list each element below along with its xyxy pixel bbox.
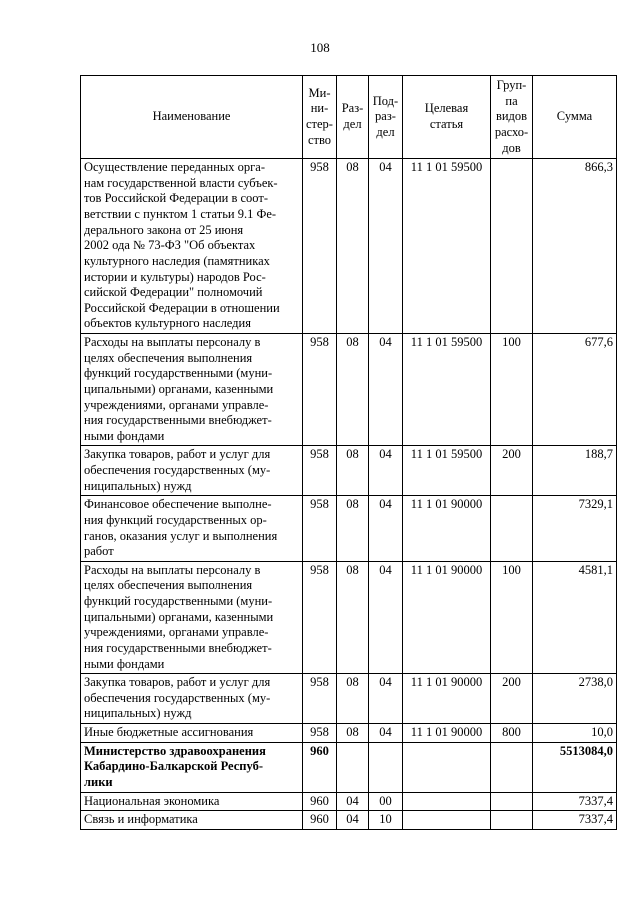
cell-ministry: 958: [303, 674, 337, 724]
cell-ministry: 958: [303, 159, 337, 334]
cell-name: [81, 159, 303, 334]
cell-name-line: Закупка товаров, работ и услуг для: [84, 675, 271, 690]
cell-ministry: 960: [303, 742, 337, 792]
cell-section: 08: [337, 674, 369, 724]
cell-section: 08: [337, 446, 369, 496]
cell-name-line: функций государственными (муни-: [84, 366, 273, 381]
cell-target: 11 1 01 59500: [403, 334, 491, 446]
header-ministry: Ми- ни- стер- ство: [303, 76, 337, 159]
cell-ministry: 958: [303, 334, 337, 446]
header-section: Раз- дел: [337, 76, 369, 159]
cell-name: [81, 742, 303, 792]
cell-group: [491, 159, 533, 334]
cell-section: 08: [337, 159, 369, 334]
cell-target: 11 1 01 90000: [403, 496, 491, 562]
cell-sum: 2738,0: [533, 674, 617, 724]
cell-target: 11 1 01 90000: [403, 674, 491, 724]
cell-section: 08: [337, 561, 369, 673]
cell-name-line: работ: [84, 544, 114, 559]
table-row: [81, 446, 617, 496]
cell-group: 200: [491, 446, 533, 496]
cell-target: 11 1 01 59500: [403, 446, 491, 496]
cell-sum: 7337,4: [533, 792, 617, 811]
cell-group: [491, 792, 533, 811]
cell-name-line: обеспечения государственных (му-: [84, 690, 271, 705]
cell-target: 11 1 01 90000: [403, 561, 491, 673]
table-body: [81, 159, 617, 830]
cell-name-line: ными фондами: [84, 428, 165, 443]
cell-ministry: 958: [303, 446, 337, 496]
cell-subsection: 10: [369, 811, 403, 830]
cell-name-line: Иные бюджетные ассигнования: [84, 725, 254, 739]
cell-name: [81, 674, 303, 724]
cell-name: [81, 446, 303, 496]
cell-section: 08: [337, 496, 369, 562]
cell-target: [403, 742, 491, 792]
table-row: [81, 159, 617, 334]
cell-name: [81, 792, 303, 811]
cell-group: 800: [491, 724, 533, 743]
cell-target: 11 1 01 59500: [403, 159, 491, 334]
cell-name-line: Расходы на выплаты персоналу в: [84, 335, 261, 349]
cell-name-line: учреждениями, органами управле-: [84, 625, 269, 640]
cell-name-line: ния государственными внебюджет-: [84, 640, 272, 655]
cell-ministry: 960: [303, 811, 337, 830]
cell-name: [81, 561, 303, 673]
cell-subsection: 04: [369, 334, 403, 446]
cell-name: [81, 334, 303, 446]
cell-sum: 188,7: [533, 446, 617, 496]
header-sum: Сумма: [533, 76, 617, 159]
cell-name-line: лики: [84, 774, 113, 789]
cell-section: 08: [337, 724, 369, 743]
table-header-row: [81, 76, 617, 159]
table-row: [81, 724, 617, 743]
cell-subsection: 04: [369, 496, 403, 562]
cell-subsection: 04: [369, 159, 403, 334]
cell-name-line: Российской Федерации в отношении: [84, 300, 280, 315]
cell-name-line: Кабардино-Балкарской Респуб-: [84, 759, 264, 774]
cell-name-line: обеспечения государственных (му-: [84, 463, 271, 477]
cell-group: 100: [491, 334, 533, 446]
cell-group: 100: [491, 561, 533, 673]
header-group: Груп- па видов расхо- дов: [491, 76, 533, 159]
budget-table: [80, 75, 617, 830]
cell-name-line: нам государственной власти субъек-: [84, 175, 278, 190]
cell-section: 08: [337, 334, 369, 446]
cell-section: 04: [337, 811, 369, 830]
cell-name-line: Финансовое обеспечение выполне-: [84, 497, 272, 512]
cell-target: 11 1 01 90000: [403, 724, 491, 743]
cell-name-line: ганов, оказания услуг и выполнения: [84, 528, 278, 543]
cell-group: [491, 742, 533, 792]
cell-name: [81, 724, 303, 743]
cell-group: [491, 811, 533, 830]
cell-name-line: учреждениями, органами управле-: [84, 397, 269, 412]
cell-name-line: ниципальных) нужд: [84, 706, 192, 721]
cell-subsection: 04: [369, 724, 403, 743]
cell-name-line: ниципальных) нужд: [84, 478, 192, 493]
cell-subsection: 04: [369, 674, 403, 724]
header-subsection: Под- раз- дел: [369, 76, 403, 159]
cell-name-line: ветствии с пунктом 1 статьи 9.1 Фе-: [84, 207, 277, 221]
cell-name-line: тов Российской Федерации в соот-: [84, 191, 268, 206]
cell-subsection: [369, 742, 403, 792]
cell-subsection: 00: [369, 792, 403, 811]
cell-name-line: истории и культуры) народов Рос-: [84, 269, 266, 284]
cell-sum: 7329,1: [533, 496, 617, 562]
cell-group: [491, 496, 533, 562]
cell-section: 04: [337, 792, 369, 811]
cell-name-line: Закупка товаров, работ и услуг для: [84, 447, 271, 462]
cell-sum: 7337,4: [533, 811, 617, 830]
cell-name-line: функций государственными (муни-: [84, 594, 273, 608]
cell-name-line: 2002 ода № 73-ФЗ "Об объектах: [84, 238, 256, 253]
cell-target: [403, 811, 491, 830]
cell-section: [337, 742, 369, 792]
table-row: [81, 811, 617, 830]
table-row: [81, 674, 617, 724]
cell-name-line: объектов культурного наследия: [84, 316, 251, 331]
cell-name-line: Связь и информатика: [84, 812, 198, 827]
cell-ministry: 958: [303, 561, 337, 673]
table-row: [81, 334, 617, 446]
cell-name-line: культурного наследия (памятниках: [84, 253, 270, 268]
cell-name: [81, 811, 303, 830]
cell-name-line: целях обеспечения выполнения: [84, 578, 253, 593]
cell-name-line: ципальными) органами, казенными: [84, 381, 274, 396]
cell-sum: 5513084,0: [533, 742, 617, 792]
cell-name-line: ния функций государственных ор-: [84, 512, 267, 527]
cell-name-line: целях обеспечения выполнения: [84, 350, 253, 365]
cell-name-line: сийской Федерации" полномочий: [84, 285, 263, 300]
cell-name-line: Министерство здравоохранения: [84, 743, 266, 758]
table-row: [81, 561, 617, 673]
cell-name-line: ципальными) органами, казенными: [84, 609, 274, 624]
page-number: 108: [310, 40, 330, 55]
header-name: Наименование: [81, 76, 303, 159]
cell-ministry: 958: [303, 496, 337, 562]
cell-sum: 10,0: [533, 724, 617, 743]
table-row: [81, 792, 617, 811]
cell-name-line: Осуществление переданных орга-: [84, 160, 265, 175]
cell-sum: 677,6: [533, 334, 617, 446]
cell-name-line: ния государственными внебюджет-: [84, 413, 272, 428]
cell-ministry: 960: [303, 792, 337, 811]
header-target: Целевая статья: [403, 76, 491, 159]
cell-target: [403, 792, 491, 811]
cell-sum: 866,3: [533, 159, 617, 334]
cell-name-line: дерального закона от 25 июня: [84, 222, 244, 237]
cell-ministry: 958: [303, 724, 337, 743]
cell-sum: 4581,1: [533, 561, 617, 673]
cell-group: 200: [491, 674, 533, 724]
cell-name-line: Расходы на выплаты персоналу в: [84, 562, 261, 577]
table-row: [81, 742, 617, 792]
cell-subsection: 04: [369, 446, 403, 496]
cell-name: [81, 496, 303, 562]
cell-name-line: Национальная экономика: [84, 793, 220, 808]
cell-subsection: 04: [369, 561, 403, 673]
cell-name-line: ными фондами: [84, 656, 165, 671]
table-row: [81, 496, 617, 562]
